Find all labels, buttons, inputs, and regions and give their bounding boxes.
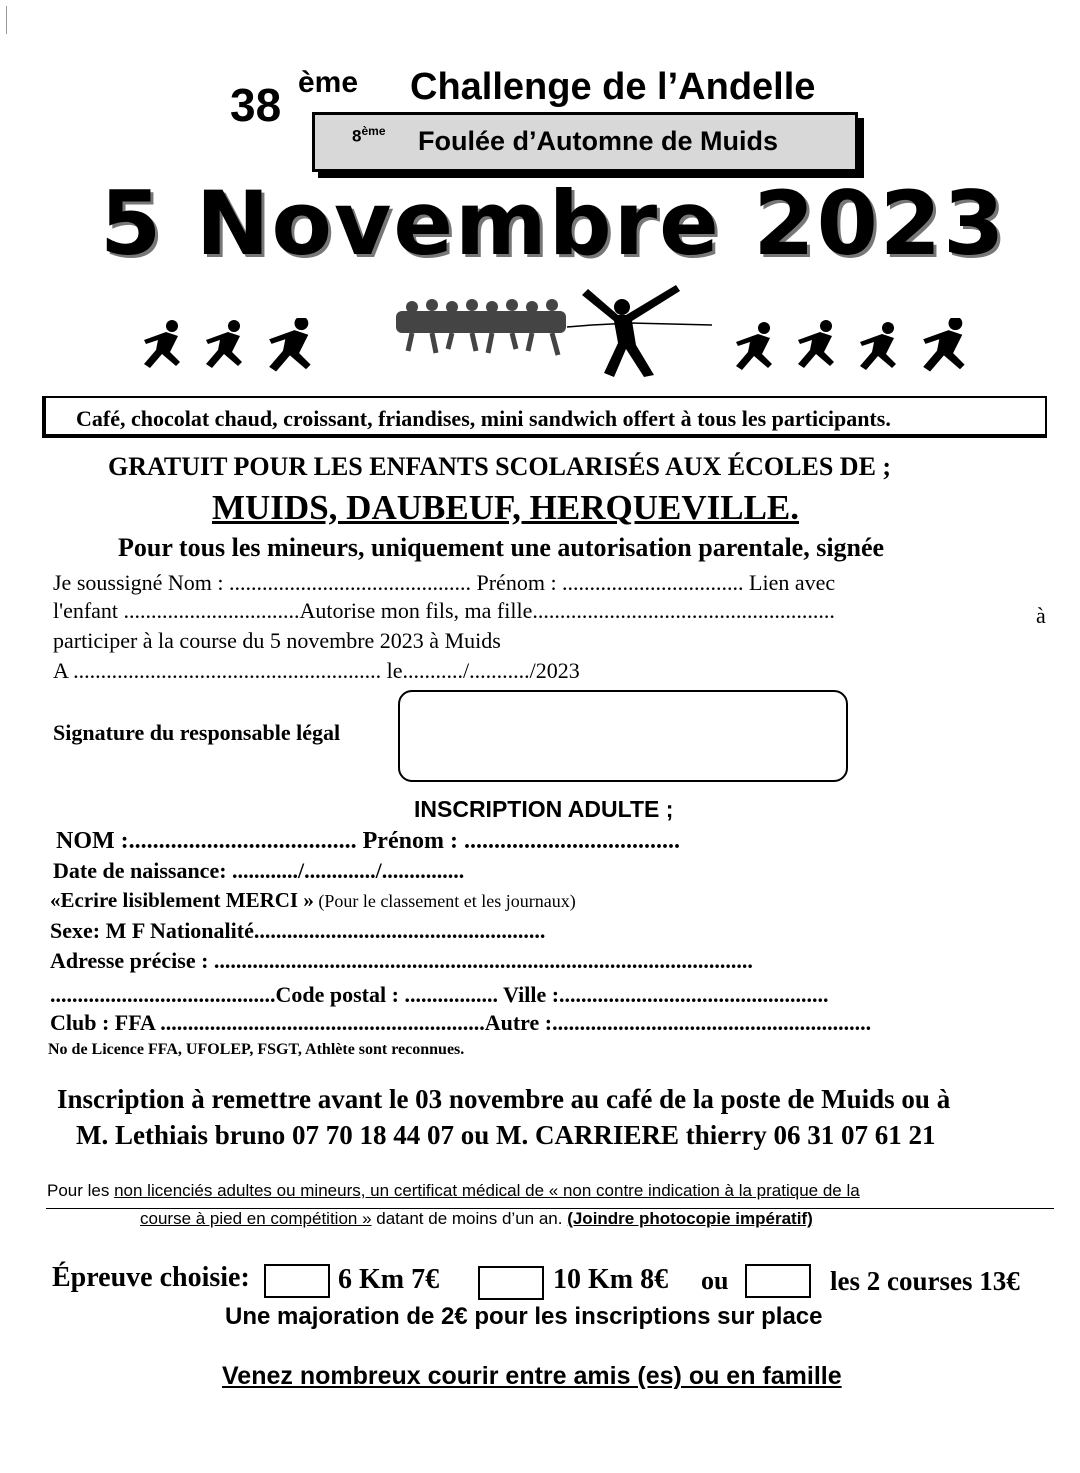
authorisation-line-3: participer à la course du 5 novembre 2023 à Muids [53,628,501,653]
certificate-photocopy: (Joindre photocopie impératif) [567,1209,813,1228]
authorisation-line-4: A ........................................................ le.........../.........../2023 [53,658,580,683]
write-legibly-note: (Pour le classement et les journaux) [313,891,576,911]
adult-postcode-city-line: .........................................Code postal : ................. Ville :................................................. [50,982,829,1007]
free-entry-towns: MUIDS, DAUBEUF, HERQUEVILLE. [212,488,800,527]
finish-line-runners-icon [392,285,712,380]
licence-note: No de Licence FFA, UFOLEP, FSGT, Athlète sont reconnues. [48,1041,465,1058]
offer-text: Café, chocolat chaud, croissant, friandises, mini sandwich offert à tous les participants. [76,406,891,431]
signature-label: Signature du responsable légal [53,720,341,745]
free-entry-line: GRATUIT POUR LES ENFANTS SCOLARISÉS AUX ÉCOLES DE ; [108,452,892,481]
adult-address-line: Adresse précise : .................................................................................................. [50,948,753,973]
signature-box[interactable] [398,690,848,782]
race-10km-label: 10 Km 8€ [553,1264,669,1295]
race-6km-label: 6 Km 7€ [338,1264,440,1295]
certificate-requirement: non licenciés adultes ou mineurs, un certificat médical de « non contre indication à la pratique de la [114,1181,860,1200]
event-date: 5 Novembre 2023 [100,172,1007,275]
certificate-line-2 [140,1209,813,1229]
race-choice-label: Épreuve choisie: [52,1262,250,1293]
edition-number: 38 [230,79,282,131]
certificate-activity: course à pied en compétition » [140,1209,372,1228]
adult-registration-heading: INSCRIPTION ADULTE ; [414,796,674,822]
race-10km-checkbox[interactable] [478,1266,544,1300]
runners-right-icon [728,318,1000,378]
challenge-title: Challenge de l’Andelle [410,66,816,108]
minors-heading: Pour tous les mineurs, uniquement une autorisation parentale, signée [118,533,885,562]
adult-name-line: NOM :...................................... Prénom : .................................... [56,828,680,854]
race-both-label: les 2 courses 13€ [830,1266,1020,1296]
race-or-label: ou [701,1266,729,1295]
adult-sex-nationality-line: Sexe: M F Nationalité..................................................... [50,918,546,943]
authorisation-line-2: l'enfant ................................Autorise mon fils, ma fille....................................................... [53,598,835,623]
runners-left-icon [128,318,338,378]
deadline-line-2: M. Lethiais bruno 07 70 18 44 07 ou M. CARRIERE thierry 06 31 07 61 21 [76,1120,936,1150]
closing-invitation: Venez nombreux courir entre amis (es) ou en famille [222,1362,842,1390]
authorisation-line-1: Je soussigné Nom : ............................................ Prénom : ................................. Lien avec [53,570,836,595]
certificate-line-1 [47,1181,860,1201]
certificate-prefix: Pour les [47,1181,115,1200]
deadline-line-1: Inscription à remettre avant le 03 novembre au café de la poste de Muids ou à [57,1084,951,1114]
onsite-surcharge-note: Une majoration de 2€ pour les inscriptions sur place [225,1303,823,1330]
race-6km-checkbox[interactable] [264,1264,330,1298]
write-legibly-text: «Ecrire lisiblement MERCI » [50,888,314,912]
edition-suffix: ème [298,66,359,99]
adult-club-line: Club : FFA ...........................................................Autre :.......................................................... [50,1010,872,1035]
adult-birthdate-line: Date de naissance: ............/............./............... [53,858,465,883]
authorisation-line-2-end: à [1036,603,1046,628]
scan-mark [6,6,7,34]
write-legibly-line [50,888,576,913]
certificate-validity: datant de moins d’un an. [371,1209,568,1228]
race-both-checkbox[interactable] [745,1264,811,1298]
subtitle-text: Foulée d’Automne de Muids [418,126,779,156]
subtitle-suffix: 8ème [352,124,386,146]
